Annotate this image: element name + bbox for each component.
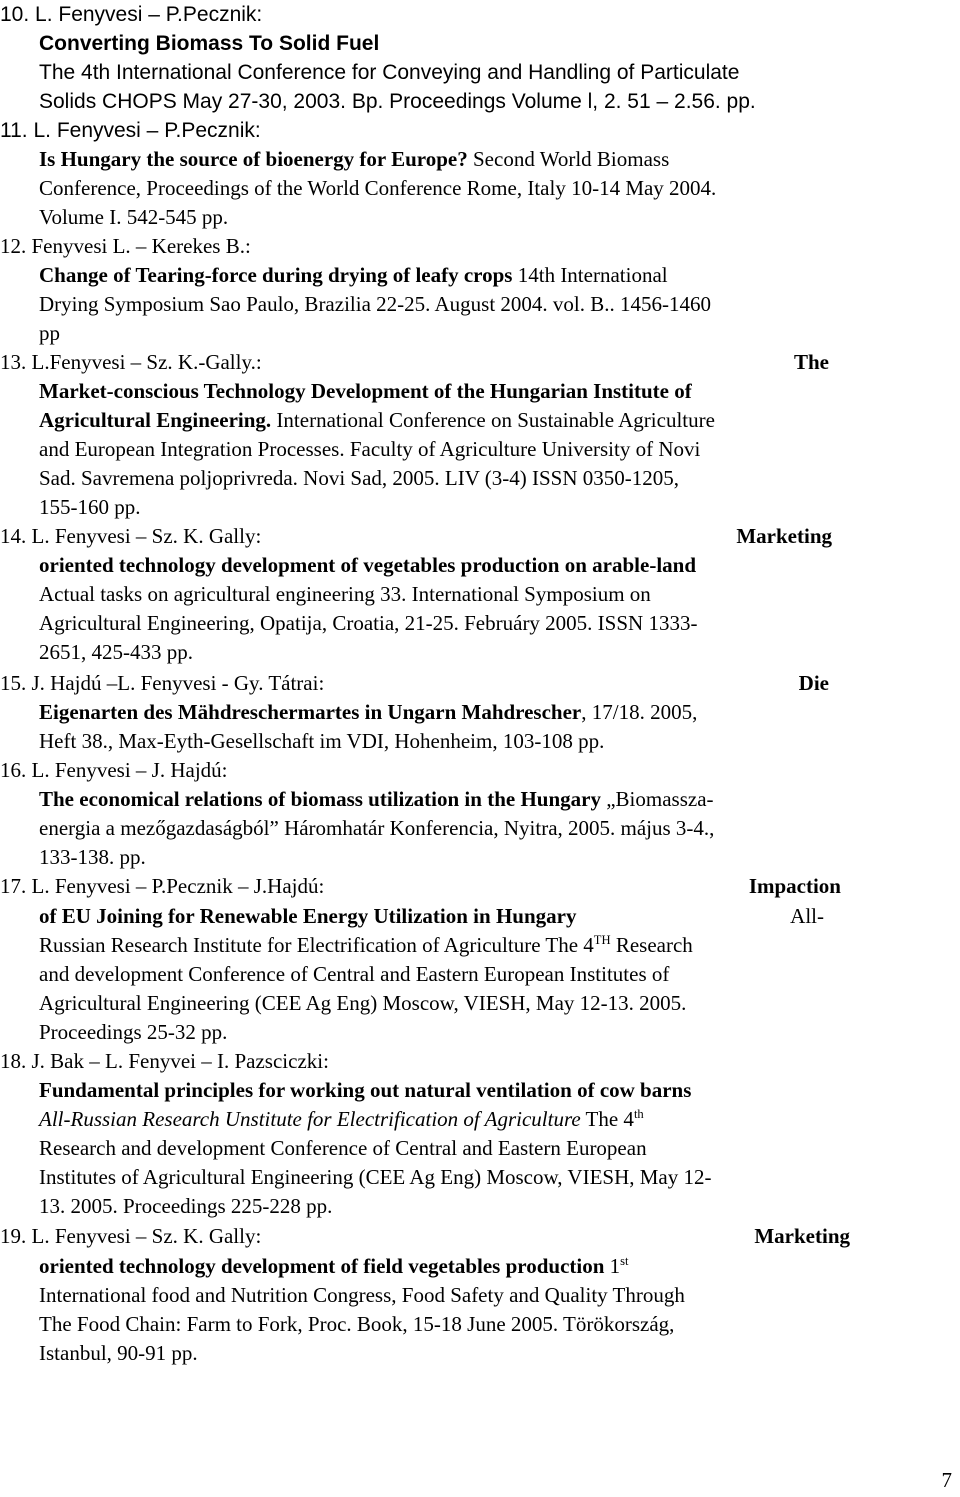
ref-13-title2-line [39, 410, 715, 431]
ref-11-title-line [39, 149, 669, 170]
ref-17-head: 17. L. Fenyvesi – P.Pecznik – J.Hajdú: [0, 874, 325, 898]
ref-19-title: oriented technology development of field vegetables production [39, 1254, 605, 1278]
page-number: 7 [941, 1468, 952, 1492]
ref-18-italic-sup: th [633, 1106, 644, 1121]
ref-11-title-tail: Second World Biomass [467, 147, 670, 171]
ref-12-line: pp [39, 321, 60, 345]
ref-15-title-tail: , 17/18. 2005, [581, 700, 698, 724]
ref-15-head: 15. J. Hajdú –L. Fenyvesi - Gy. Tátrai: [0, 671, 325, 695]
ref-19-head: 19. L. Fenyvesi – Sz. K. Gally: [0, 1224, 262, 1248]
ref-17-title: of EU Joining for Renewable Energy Utilization in Hungary [39, 904, 577, 928]
ref-17-line-sup [39, 932, 693, 957]
ref-16-title-tail: „Biomassza- [600, 787, 714, 811]
ref-13-line: Sad. Savremena poljoprivreda. Novi Sad, 2005. LIV (3-4) ISSN 0350-1205, [39, 466, 680, 490]
ref-15-line: Heft 38., Max-Eyth-Gesellschaft im VDI, Hohenheim, 103-108 pp. [39, 729, 605, 753]
ref-19-title-tail: 1 [604, 1254, 621, 1278]
ref-16-title-line [39, 789, 714, 810]
ref-15-title: Eigenarten des Mähdreschermartes in Ungarn Mahdrescher [39, 700, 582, 724]
ref-17-line: Agricultural Engineering (CEE Ag Eng) Moscow, VIESH, May 12-13. 2005. [39, 991, 687, 1015]
ref-14-title: oriented technology development of vegetables production on arable-land [39, 553, 697, 577]
ref-19-line: International food and Nutrition Congress, Food Safety and Quality Through [39, 1283, 685, 1307]
ref-16-title: The economical relations of biomass utilization in the Hungary [39, 787, 601, 811]
ref-16-line: 133-138. pp. [39, 845, 146, 869]
ref-17-line1-post: Research [610, 933, 693, 957]
ref-17-line1-sup: TH [593, 932, 611, 947]
ref-18-line: 13. 2005. Proceedings 225-228 pp. [39, 1194, 333, 1218]
ref-13-title2-tail: International Conference on Sustainable Agriculture [271, 408, 715, 432]
ref-17-line: and development Conference of Central and Eastern European Institutes of [39, 962, 670, 986]
ref-14-line: 2651, 425-433 pp. [39, 640, 193, 664]
ref-10-title: Converting Biomass To Solid Fuel [39, 32, 380, 55]
ref-15-head-right: Die [798, 671, 829, 695]
ref-13-head: 13. L.Fenyvesi – Sz. K.-Gally.: [0, 350, 262, 374]
ref-12-title-line [39, 265, 668, 286]
ref-16-head: 16. L. Fenyvesi – J. Hajdú: [0, 758, 228, 782]
ref-19-line: The Food Chain: Farm to Fork, Proc. Book, 15-18 June 2005. Törökország, [39, 1312, 675, 1336]
ref-17-head-right: Impaction [748, 874, 841, 898]
ref-10-line: The 4th International Conference for Conveying and Handling of Particulate [39, 61, 740, 84]
ref-18-title: Fundamental principles for working out natural ventilation of cow barns [39, 1078, 692, 1102]
ref-18-italic-tail: The 4 [580, 1107, 634, 1131]
ref-11-head: 11. L. Fenyvesi – P.Pecznik: [0, 119, 261, 142]
ref-11-title: Is Hungary the source of bioenergy for Europe? [39, 147, 468, 171]
ref-12-line: Drying Symposium Sao Paulo, Brazilia 22-25. August 2004. vol. B.. 1456-1460 [39, 292, 711, 316]
ref-18-italic-line [39, 1106, 644, 1131]
ref-19-head-right: Marketing [754, 1224, 850, 1248]
ref-10-head: 10. L. Fenyvesi – P.Pecznik: [0, 3, 263, 26]
ref-18-head: 18. J. Bak – L. Fenyvei – I. Pazsciczki: [0, 1049, 329, 1073]
ref-14-head: 14. L. Fenyvesi – Sz. K. Gally: [0, 524, 262, 548]
ref-17-line: Proceedings 25-32 pp. [39, 1020, 228, 1044]
ref-18-line: Research and development Conference of Central and Eastern European [39, 1136, 647, 1160]
ref-13-head-right: The [793, 350, 829, 374]
ref-13-line: 155-160 pp. [39, 495, 141, 519]
ref-12-head: 12. Fenyvesi L. – Kerekes B.: [0, 234, 251, 258]
ref-13-title: Market-conscious Technology Development of the Hungarian Institute of [39, 379, 692, 403]
ref-19-title-sup: st [620, 1253, 629, 1268]
ref-19-line: Istanbul, 90-91 pp. [39, 1341, 198, 1365]
ref-14-line: Actual tasks on agricultural engineering 33. International Symposium on [39, 582, 651, 606]
ref-11-line: Conference, Proceedings of the World Conference Rome, Italy 10-14 May 2004. [39, 176, 717, 200]
ref-17-title-tail: All- [790, 904, 824, 928]
ref-12-title-tail: 14th International [512, 263, 668, 287]
ref-18-line: Institutes of Agricultural Engineering (CEE Ag Eng) Moscow, VIESH, May 12- [39, 1165, 712, 1189]
ref-11-line: Volume I. 542-545 pp. [39, 205, 229, 229]
ref-14-head-right: Marketing [736, 524, 832, 548]
ref-14-line: Agricultural Engineering, Opatija, Croatia, 21-25. Februáry 2005. ISSN 1333- [39, 611, 698, 635]
ref-13-title2: Agricultural Engineering. [39, 408, 272, 432]
ref-19-title-line [39, 1253, 629, 1278]
ref-17-line1-pre: Russian Research Institute for Electrification of Agriculture The 4 [39, 933, 594, 957]
ref-16-line: energia a mezőgazdaságból” Háromhatár Konferencia, Nyitra, 2005. május 3-4., [39, 816, 715, 840]
ref-15-title-line [39, 702, 697, 723]
ref-13-line: and European Integration Processes. Faculty of Agriculture University of Novi [39, 437, 701, 461]
ref-18-italic: All-Russian Research Unstitute for Electrification of Agriculture [39, 1107, 581, 1131]
ref-12-title: Change of Tearing-force during drying of leafy crops [39, 263, 513, 287]
ref-10-line: Solids CHOPS May 27-30, 2003. Bp. Proceedings Volume l, 2. 51 – 2.56. pp. [39, 90, 756, 113]
